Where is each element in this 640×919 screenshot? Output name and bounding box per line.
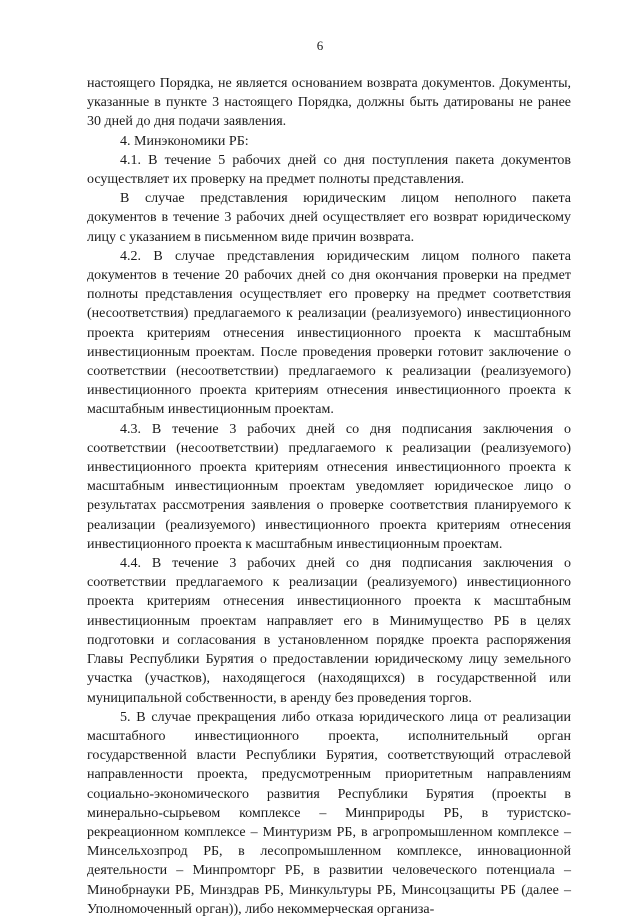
paragraph-item-4-1: 4.1. В течение 5 рабочих дней со дня поступления пакета документов осуществляет их проверку на предмет полноты представления. — [87, 152, 571, 188]
paragraph-incomplete-package: В случае представления юридическим лицом неполного пакета документов в течение 3 рабочих дней осуществляет его возврат юридическому лицу с указанием в письменном виде причин возврата. — [87, 191, 571, 245]
paragraph-continuation: настоящего Порядка, не является основанием возврата документов. Документы, указанные в пункте 3 настоящего Порядка, должны быть датированы не ранее 30 дней до дня подачи заявления. — [87, 76, 571, 130]
paragraph-item-4: 4. Минэкономики РБ: — [120, 133, 249, 149]
paragraph-item-4-2: 4.2. В случае представления юридическим лицом полного пакета документов в течение 20 рабочих дней со дня окончания проверки на предмет полноты представления осуществляет его проверку на предмет соответствия (несоответствия) предлагаемого к реализации (реализуемого) инвестиционного проекта критериям отнесения инвестиционного проекта к масштабным инвестиционным проектам. После проведения проверки готовит заключение о соответствии (несоответствии) предлагаемого к реализации (реализуемого) инвестиционного проекта критериям отнесения инвестиционного проекта к масштабным инвестиционным проектам. — [87, 248, 571, 418]
paragraph-item-4-4: 4.4. В течение 3 рабочих дней со дня подписания заключения о соответствии предлагаемого к реализации (реализуемого) инвестиционного проекта критериям отнесения инвестиционного проекта к масштабным инвестиционным проектам направляет его в Минимущество РБ в целях подготовки и согласования в установленном порядке проекта распоряжения Главы Республики Бурятия о предоставлении юридическому лицу земельного участка (участков), находящегося (находящихся) в государственной или муниципальной собственности, в аренду без проведения торгов. — [87, 556, 571, 706]
document-body — [87, 74, 571, 919]
paragraph-item-5: 5. В случае прекращения либо отказа юридического лица от реализации масштабного инвестиционного проекта, исполнительный орган государственной власти Республики Бурятия, соответствующий отраслевой направленности проекта, предусмотренным приоритетным направлениям социально-экономического развития Республики Бурятия (проекты в минерально-сырьевом комплексе – Минприроды РБ, в туристско-рекреационном комплексе – Минтуризм РБ, в агропромышленном комплексе – Минсельхозпрод РБ, в лесопромышленном комплексе, инновационной деятельности – Минпромторг РБ, в развитии человеческого потенциала – Минобрнауки РБ, Минздрав РБ, Минкультуры РБ, Минсоцзащиты РБ (далее – Уполномоченный орган)), либо некоммерческая организа- — [87, 709, 571, 917]
page-number: 6 — [316, 38, 324, 53]
paragraph-item-4-3: 4.3. В течение 3 рабочих дней со дня подписания заключения о соответствии (несоответствии) предлагаемого к реализации (реализуемого) инвестиционного проекта критериям отнесения инвестиционного проекта к масштабным инвестиционным проектам уведомляет юридическое лицо о результатах рассмотрения заявления о проверке соответствия планируемого к реализации (реализуемого) инвестиционного проекта критериям отнесения инвестиционного проекта к масштабным инвестиционным проектам. — [87, 421, 571, 552]
